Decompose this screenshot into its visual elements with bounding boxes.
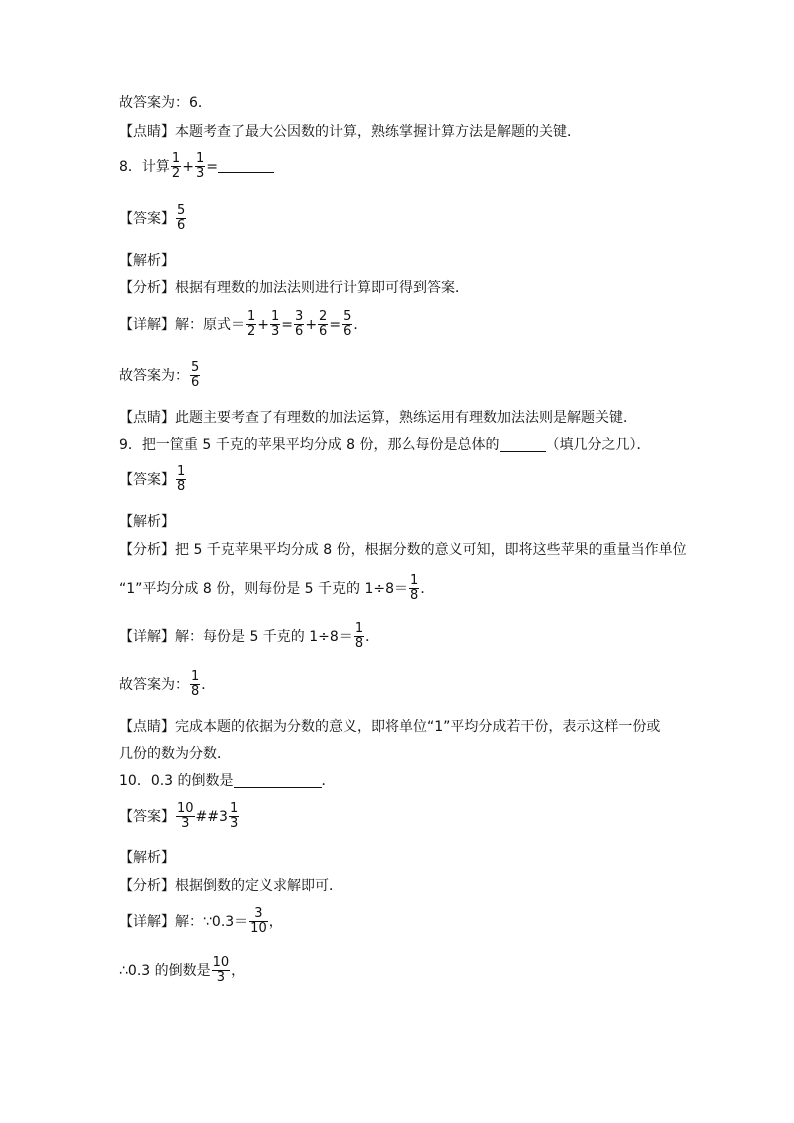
denominator: 3 (216, 970, 226, 985)
q9-dianjing-1 (119, 720, 660, 734)
denominator: 10 (250, 921, 267, 936)
numerator: 1 (171, 151, 181, 166)
period: ． (321, 773, 336, 789)
fraction (195, 152, 205, 181)
equals-sign: = (206, 158, 218, 175)
q9-answer (119, 465, 187, 494)
equals-sign: = (329, 316, 342, 333)
numerator: 1 (191, 669, 200, 684)
fraction (229, 802, 239, 831)
numerator: 5 (177, 203, 186, 218)
comment-line (119, 125, 581, 139)
q9-detail (119, 622, 379, 651)
q10-detail (119, 907, 283, 936)
answer-text: 故答案为：6． (119, 95, 212, 111)
fraction (176, 465, 186, 494)
fraction (246, 310, 256, 339)
numerator: 1 (177, 464, 186, 479)
question-10-prefix: 10．0.3 的倒数是 (119, 773, 234, 789)
equals-sign: = (281, 316, 294, 333)
q10-answer (119, 802, 240, 831)
denominator: 3 (229, 816, 239, 831)
denominator: 3 (271, 324, 280, 339)
denominator: 3 (181, 816, 190, 831)
numerator: 1 (354, 621, 364, 636)
period: ． (365, 628, 380, 645)
dianjing-text: 【点睛】此题主要考查了有理数的加法运算，熟练运用有理数加法法则是解题关键． (119, 410, 637, 426)
answer-label: 【答案】 (119, 808, 175, 825)
analysis-label: 【解析】 (119, 253, 175, 269)
denominator: 6 (319, 324, 328, 339)
dianjing-text: 几份的数为分数． (119, 746, 231, 762)
fraction (318, 310, 328, 339)
plus-sign: + (305, 316, 318, 333)
numerator: 1 (229, 801, 239, 816)
comma: ， (231, 962, 246, 979)
fraction (171, 152, 181, 181)
q10-analysis-label (119, 851, 175, 865)
denominator: 2 (171, 166, 181, 181)
period: ． (201, 676, 216, 693)
q8-detail (119, 310, 367, 339)
fenxi-text: 【分析】把 5 千克苹果平均分成 8 份，根据分数的意义可知，即将这些苹果的重量当作单位 (119, 542, 687, 558)
fraction (270, 310, 280, 339)
denominator: 8 (177, 479, 186, 494)
q8-answer (119, 204, 187, 233)
detail-prefix: 【详解】解：原式＝ (119, 316, 245, 333)
question-8 (119, 152, 274, 181)
whole-part: 3 (219, 808, 228, 825)
fraction (190, 361, 200, 390)
analysis-label: 【解析】 (119, 514, 175, 530)
period: ． (353, 316, 368, 333)
q9-analysis-label (119, 515, 175, 529)
q9-dianjing-2 (119, 747, 231, 761)
mixed-number (219, 802, 240, 831)
numerator: 2 (319, 309, 328, 324)
numerator: 5 (191, 360, 200, 375)
question-8-prefix: 8．计算 (119, 158, 170, 175)
final-prefix: 故答案为： (119, 367, 189, 384)
q10-fenxi (119, 879, 343, 893)
question-10 (119, 774, 336, 788)
fraction (354, 622, 364, 651)
denominator: 6 (191, 375, 200, 390)
detail-prefix: 【详解】解：每份是 5 千克的 1÷8＝ (119, 628, 353, 645)
q8-dianjing (119, 411, 637, 425)
fraction (176, 204, 186, 233)
denominator: 8 (410, 588, 419, 603)
fenxi-text: 【分析】根据有理数的加法法则进行计算即可得到答案． (119, 280, 469, 296)
numerator: 10 (177, 801, 194, 816)
numerator: 10 (212, 955, 230, 970)
denominator: 6 (343, 324, 352, 339)
analysis-label: 【解析】 (119, 850, 175, 866)
q10-therefore (119, 956, 245, 985)
plus-sign: + (182, 158, 194, 175)
question-9 (119, 438, 651, 452)
denominator: 3 (195, 166, 205, 181)
separator: ## (195, 808, 220, 825)
answer-blank (234, 775, 322, 788)
q8-fenxi (119, 281, 469, 295)
denominator: 8 (191, 684, 200, 699)
numerator: 1 (247, 309, 256, 324)
dianjing-text: 【点睛】完成本题的依据为分数的意义，即将单位“1”平均分成若干份，表示这样一份或 (119, 719, 661, 735)
plus-sign: + (257, 316, 270, 333)
answer-blank (500, 439, 546, 452)
fraction (342, 310, 352, 339)
final-prefix: 故答案为： (119, 676, 189, 693)
detail-prefix: 【详解】解：∵0.3＝ (119, 913, 249, 930)
q9-fenxi (119, 543, 687, 557)
comment-text: 【点睛】本题考查了最大公因数的计算，熟练掌握计算方法是解题的关键． (119, 124, 581, 140)
numerator: 3 (295, 309, 304, 324)
denominator: 2 (247, 324, 256, 339)
numerator: 1 (195, 151, 205, 166)
comma: ， (268, 913, 283, 930)
fraction (176, 802, 195, 831)
fraction (190, 670, 200, 699)
q8-final (119, 361, 201, 390)
q9-final (119, 670, 215, 699)
answer-line (119, 96, 212, 110)
denominator: 8 (354, 636, 364, 651)
numerator: 1 (271, 309, 280, 324)
answer-label: 【答案】 (119, 471, 175, 488)
therefore-prefix: ∴0.3 的倒数是 (119, 962, 211, 979)
numerator: 3 (254, 906, 263, 921)
question-9-suffix: （填几分之几）． (545, 437, 651, 453)
question-9-prefix: 9．把一筐重 5 千克的苹果平均分成 8 份，那么每份是总体的 (119, 437, 500, 453)
denominator: 6 (295, 324, 304, 339)
period: ． (420, 580, 435, 597)
fraction (249, 907, 268, 936)
fraction (212, 956, 231, 985)
q8-analysis-label (119, 254, 175, 268)
numerator: 5 (343, 309, 352, 324)
denominator: 6 (177, 218, 186, 233)
answer-blank (218, 160, 274, 173)
fenxi-text: “1”平均分成 8 份，则每份是 5 千克的 1÷8＝ (119, 580, 409, 597)
fraction (409, 574, 419, 603)
q9-fenxi-2 (119, 574, 434, 603)
fraction (294, 310, 304, 339)
numerator: 1 (410, 573, 419, 588)
fenxi-text: 【分析】根据倒数的定义求解即可． (119, 878, 343, 894)
answer-label: 【答案】 (119, 210, 175, 227)
